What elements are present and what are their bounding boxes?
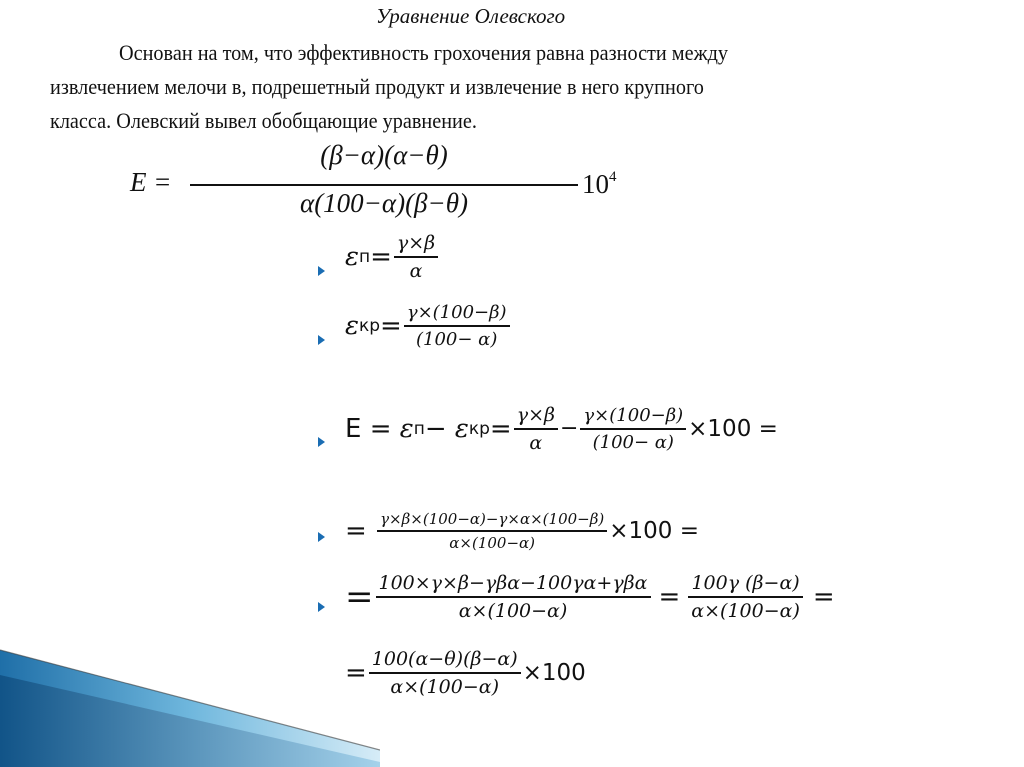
paragraph-line: Основан на том, что эффективность грохочения равна разности между xyxy=(119,40,728,65)
equation-numerator: (β−α)(α−θ) xyxy=(320,140,448,170)
formula-simplification: = $\frac{\text{100×γ×β−γβα−100γα+γβα}}{\alpha\times(100-\alpha)}$ = $\frac{100\gamma (\beta-\alpha)}{\alpha\times(100-\alpha)}$ = xyxy=(345,572,835,622)
fraction: $\frac{\text{100×γ×β−γβα−100γα+γβα}}{\alpha\times(100-\alpha)}$ xyxy=(376,572,651,622)
equation-denominator: α(100−α)(β−θ) xyxy=(300,188,468,218)
slide-title: Уравнение Олевского xyxy=(376,4,566,28)
equation-multiplier: $10^4$ xyxy=(582,169,617,199)
formula-eps-coarse: ε кр = $\frac{\gamma\times(100-\beta)}{(100- \alpha)}$ xyxy=(345,302,512,350)
formula-efficiency: E = ε п − ε кр = $\frac{\gamma\times\beta}{\alpha}$ − $\frac{\gamma\times(100-\beta)}{(100- \alpha)}$ ×100 = xyxy=(345,404,778,454)
bullet-icon xyxy=(318,266,325,276)
fraction: $\frac{100(\alpha-\theta)(\beta-\alpha)}{\alpha\times(100-\alpha)}$ xyxy=(369,648,521,698)
exponent: 4 xyxy=(609,169,617,185)
bullet-icon xyxy=(318,602,325,612)
fraction: $\frac{\gamma\times\beta\times(100-\alpha)-\gamma\times\alpha\times(100-\beta)}{\alpha\times(100-\alpha)}$ xyxy=(377,510,607,552)
formula-eps-fine: ε п = $\frac{\gamma\times\beta}{\alpha}$ xyxy=(345,232,440,282)
fraction: $\frac{\gamma\times\beta}{\alpha}$ xyxy=(394,232,438,282)
fraction-bar xyxy=(190,184,578,186)
fraction: $\frac{\gamma\times(100-\beta)}{(100- \alpha)}$ xyxy=(580,405,686,453)
paragraph-line: извлечением мелочи в, подрешетный продукт и извлечение в него крупного xyxy=(50,74,704,99)
equation-lhs: E = xyxy=(130,167,172,197)
fraction: $\frac{\gamma\times\beta}{\alpha}$ xyxy=(514,404,558,454)
decorative-swoosh xyxy=(0,630,380,767)
intro-paragraph xyxy=(50,36,850,138)
bullet-icon xyxy=(318,532,325,542)
bullet-icon xyxy=(318,335,325,345)
fraction: $\frac{\gamma\times(100-\beta)}{(100- \alpha)}$ xyxy=(404,302,510,350)
formula-expansion: = $\frac{\gamma\times\beta\times(100-\alpha)-\gamma\times\alpha\times(100-\beta)}{\alpha\times(100-\alpha)}$ ×100 = xyxy=(345,510,700,552)
bullet-icon xyxy=(318,437,325,447)
paragraph-line: класса. Олевский вывел обобщающие уравнение. xyxy=(50,108,477,133)
fraction: $\frac{100\gamma (\beta-\alpha)}{\alpha\times(100-\alpha)}$ xyxy=(688,572,803,622)
formula-result: = $\frac{100(\alpha-\theta)(\beta-\alpha)}{\alpha\times(100-\alpha)}$ ×100 xyxy=(345,648,586,698)
